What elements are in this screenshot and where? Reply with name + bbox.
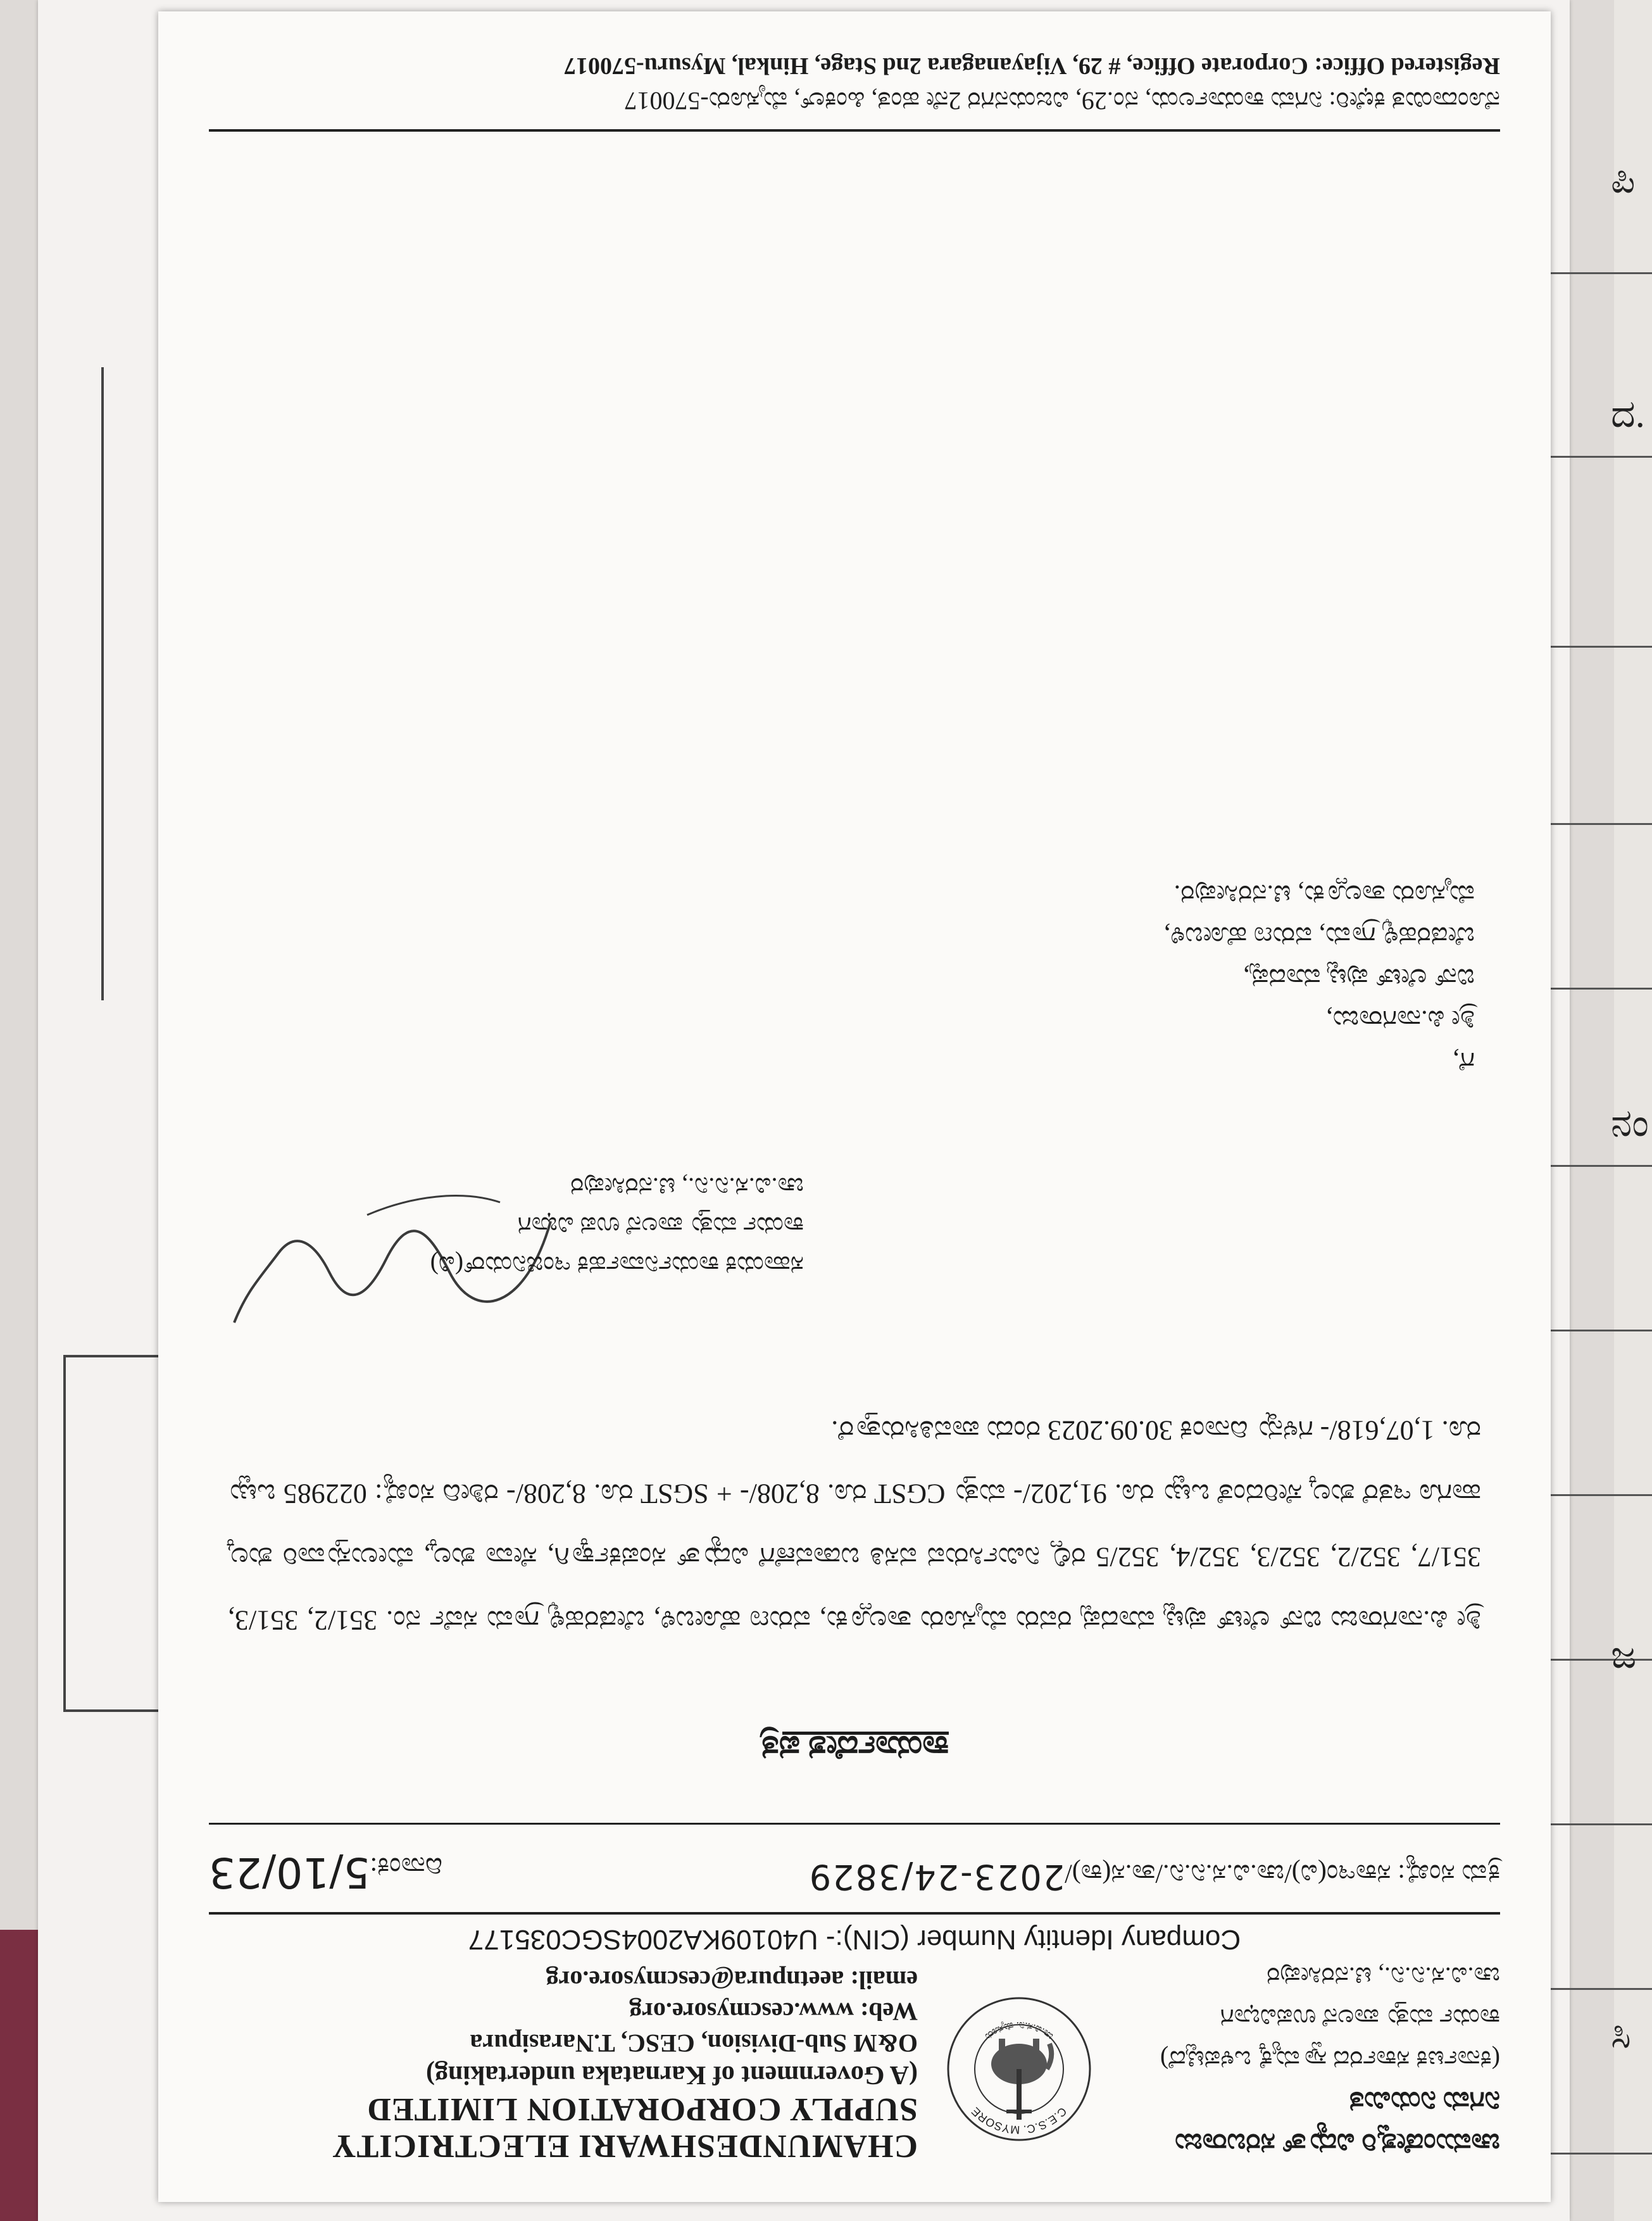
footer-divider bbox=[209, 129, 1500, 132]
recipient-line: ಶ್ರೀ ಪಿ.ನಾಗರಾಜು, bbox=[1326, 1005, 1475, 1034]
register-rule bbox=[1544, 646, 1652, 648]
recipient-line: ಬಿನ್ ಲೇಟ್ ಪುಟ್ಟ ಮಾದಪ್ಪ, bbox=[1243, 963, 1475, 992]
reference-line bbox=[209, 1834, 1500, 1903]
register-rule bbox=[1544, 988, 1652, 990]
letterhead-english bbox=[158, 1964, 918, 2164]
edge-text: ಪಿ bbox=[1611, 159, 1636, 201]
office-line: O&M Sub-Division, CESC, T.Narasipura bbox=[470, 2029, 918, 2058]
govt-undertaking-line: (A Government of Karnataka undertaking) bbox=[426, 2060, 918, 2089]
register-rule bbox=[1544, 2153, 1652, 2155]
register-rule bbox=[1544, 272, 1652, 274]
edge-text: ಜ bbox=[1611, 1634, 1637, 1676]
work-order-letter bbox=[158, 11, 1551, 2202]
edge-text: ನಂ bbox=[1611, 1102, 1649, 1144]
signature-designation bbox=[430, 1167, 804, 1285]
logo-outer-text: C.E.S.C. MYSORE bbox=[968, 2105, 1070, 2137]
footer-english: Registered Office: Corporate Office, # 29, Vijayanagara 2nd Stage, Hinkal, Mysuru-570017 bbox=[563, 53, 1500, 79]
register-rule bbox=[1544, 456, 1652, 458]
reference-number bbox=[808, 1857, 1500, 1897]
edge-text: ದ. bbox=[1611, 393, 1645, 435]
recipient-line: ಮೈಸೂರು ತಾಲ್ಲೂಕು, ಟಿ.ನರಸೀಪುರ. bbox=[1173, 879, 1475, 909]
header-divider bbox=[209, 1912, 1500, 1915]
letterhead-kn-line: ನಿಗಮ ನಿಯಮಿತ bbox=[1349, 2086, 1500, 2117]
company-name-line2: SUPPLY CORPORATION LIMITED bbox=[366, 2091, 918, 2127]
company-name-line1: CHAMUNDESHWARI ELECTRICITY bbox=[331, 2128, 918, 2164]
date-handwritten: 5/10/23 bbox=[209, 1848, 370, 1897]
reference-handwritten: 2023-24/3829 bbox=[808, 1857, 1065, 1897]
register-rule bbox=[1544, 1165, 1652, 1167]
letterhead bbox=[209, 1962, 1500, 2164]
logo-inner-text: ಚಾ.ವಿ.ಸ.ನಿ. ಮೈಸೂರು bbox=[982, 2019, 1056, 2043]
reference-divider bbox=[209, 1823, 1500, 1825]
letterhead-kn-line: (ಕರ್ನಾಟಕ ಸರ್ಕಾರದ ಸ್ವಾಮ್ಯಕ್ಕೆ ಒಳಪಟ್ಟಿದೆ) bbox=[1160, 2046, 1500, 2074]
letter-footer bbox=[209, 49, 1500, 132]
letterhead-kannada bbox=[1160, 1955, 1500, 2164]
register-rule bbox=[1544, 1330, 1652, 1331]
recipient-line: ಗೆ, bbox=[1453, 1047, 1475, 1076]
signature-line: ಚಾ.ವಿ.ಸ.ನಿ.ನಿ., ಟಿ.ನರಸೀಪುರ bbox=[570, 1173, 804, 1201]
register-box-line bbox=[63, 1355, 165, 1357]
letterhead-kn-line: ಚಾ.ವಿ.ಸ.ನಿ.ನಿ., ಟಿ.ನರಸೀಪುರ bbox=[1267, 1962, 1500, 1991]
date-label: ದಿನಾಂಕ: bbox=[370, 1852, 442, 1881]
svg-text:ಚಾ.ವಿ.ಸ.ನಿ. ಮೈಸೂರು bbox=[983, 2019, 1056, 2042]
register-rule bbox=[1544, 1988, 1652, 1990]
register-box-line bbox=[63, 1709, 165, 1712]
signature-block bbox=[209, 1107, 1500, 1373]
signature-line: ಕಾರ್ಯ ಮತ್ತು ಪಾಲನೆ ಉಪ ವಿಭಾಗ bbox=[517, 1212, 804, 1240]
register-box-line bbox=[63, 1355, 66, 1709]
letter-subject: ಕಾರ್ಯಾದೇಶ ಪತ್ರ bbox=[760, 1729, 949, 1765]
cin-line: Company Identity Number (CIN):- U40109KA2004SGC035177 bbox=[468, 1924, 1241, 1955]
reference-prefix: ಕ್ರಮ ಸಂಖ್ಯೆ: ಸಕಾಇಂ(ವಿ)/ಚಾ.ವಿ.ಸ.ನಿ.ನಿ./ತಾ.ಸ(ಕಾ)/ bbox=[1065, 1859, 1500, 1888]
register-rule bbox=[1544, 823, 1652, 825]
edge-text: ಸಿ bbox=[1611, 2014, 1631, 2056]
signature-line: ಸಹಾಯಕ ಕಾರ್ಯನಿರ್ವಾಹಕ ಇಂಜಿನಿಯರ್(ವಿ) bbox=[430, 1251, 804, 1280]
reference-date bbox=[209, 1848, 442, 1897]
footer-kannada: ನೊಂದಾಯಿತ ಕಛೇರಿ: ನಿಗಮ ಕಾರ್ಯಾಲಯ, ನಂ.29, ವಿಜಯನಗರ 2ನೇ ಹಂತ, ಹಿಂಕಲ್, ಮೈಸೂರು-570017 bbox=[624, 87, 1500, 115]
letter-body: ಶ್ರೀ ಪಿ.ನಾಗರಾಜು ಬಿನ್ ಲೇಟ್ ಪುಟ್ಟ ಮಾದಪ್ಪ ರವರು ಮೈಸೂರು ತಾಲ್ಲೂಕು, ವರುಣ ಹೋಬಳಿ, ಬೇಡರಹಳ್ಳಿ ಗ್ರಾಮ ಸರ್ವೆ ನಂ. 351/2, 351/3, 351/7, 352/2, 352/3, 352/4, 352/5 ರಲ್ಲಿ ನಿರ್ಮಿಸಿರುವ ವಸತಿ ಬಡಾವಣೆಗೆ ವಿದ್ಯುತ್ ಸಂಪರ್ಕಕ್ಕಾಗಿ, ಸೇವಾ ಶುಲ್ಕ, ಮೇಲುಸ್ತುವಾರಿ ಶುಲ್ಕ ಹಾಗೂ ಇತರೆ ಶುಲ್ಕ ಸೇರಿದಂತೆ ಒಟ್ಟು ರೂ. 91,202/- ಮತ್ತು CGST ರೂ. 8,208/- + SGST ರೂ. 8,208/- ರಶೀದಿ ಸಂಖ್ಯೆ: 022985 ಒಟ್ಟು ರೂ. 1,07,618/- ಗಳನ್ನು ದಿನಾಂಕ 30.09.2023 ರಂದು ಪಾವತಿಸಿರುತ್ತಾರೆ. bbox=[228, 1415, 1481, 1636]
register-rule bbox=[1544, 1823, 1652, 1825]
recipient-line: ಬೇಡರಹಳ್ಳಿ ಗ್ರಾಮ, ವರುಣ ಹೋಬಳಿ, bbox=[1163, 921, 1475, 950]
email-line: email: aeetnpura@cescmysore.org bbox=[546, 1966, 918, 1994]
register-rule bbox=[1544, 1494, 1652, 1496]
letterhead-kn-line: ಕಾರ್ಯ ಮತ್ತು ಪಾಲನೆ ಉಪವಿಭಾಗ bbox=[1220, 2004, 1500, 2032]
register-box-line bbox=[101, 367, 104, 1000]
web-line: Web: www.cescmysore.org bbox=[629, 1998, 918, 2026]
recipient-address bbox=[209, 873, 1500, 1082]
cesc-logo bbox=[943, 1993, 1095, 2145]
letterhead-kn-line: ಚಾಮುಂಡೇಶ್ವರಿ ವಿದ್ಯುತ್ ಸರಬರಾಜು bbox=[1175, 2128, 1500, 2159]
